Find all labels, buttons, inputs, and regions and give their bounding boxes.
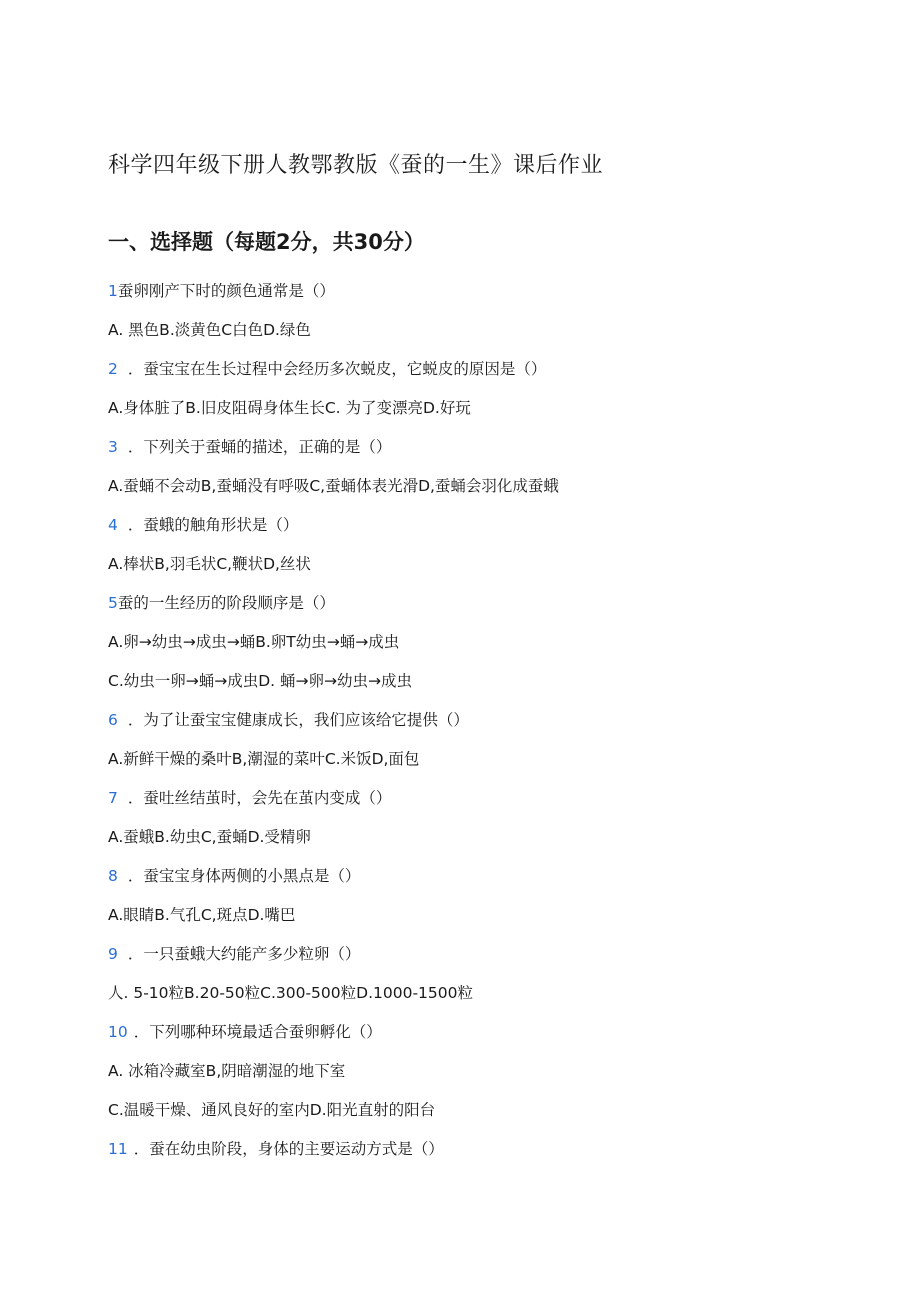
question-line (108, 1138, 444, 1160)
options-text: A.眼睛B.气孔C,斑点D.嘴巴 (108, 906, 296, 924)
question-line (108, 358, 546, 380)
answer-options (108, 826, 311, 848)
question-text: 蚕的一生经历的阶段顺序是（） (117, 594, 335, 612)
answer-options (108, 553, 311, 575)
section-title: 一、选择题（每题2分，共30分） (108, 230, 425, 254)
question-number: 5 (108, 594, 118, 612)
options-text: 人. 5-10粒B.20-50粒C.300-500粒D.1000-1500粒 (108, 984, 473, 1002)
question-line (108, 280, 335, 302)
question-text: ．蚕蛾的触角形状是（） (127, 516, 299, 534)
answer-options (108, 397, 471, 419)
question-text: ．蚕吐丝结茧时，会先在茧内变成（） (127, 789, 392, 807)
options-text: A.棒状B,羽毛状C,鞭状D,丝状 (108, 555, 311, 573)
question-line (108, 1021, 382, 1043)
question-number: 1 (108, 282, 118, 300)
question-line (108, 514, 298, 536)
answer-options (108, 1060, 345, 1082)
question-number: 8 (108, 867, 118, 885)
question-line (108, 865, 360, 887)
answer-options (108, 1099, 435, 1121)
answer-options (108, 904, 295, 926)
answer-options (108, 982, 473, 1004)
question-text: ．为了让蚕宝宝健康成长，我们应该给它提供（） (127, 711, 469, 729)
options-text: A. 黑色B.淡黄色C白色D.绿色 (108, 321, 311, 339)
answer-options (108, 319, 311, 341)
question-text: 蚕卵刚产下时的颜色通常是（） (117, 282, 335, 300)
question-text: ．一只蚕蛾大约能产多少粒卵（） (127, 945, 361, 963)
question-number: 7 (108, 789, 118, 807)
question-number: 3 (108, 438, 118, 456)
document-title: 科学四年级下册人教鄂教版《蚕的一生》课后作业 (108, 153, 604, 178)
question-text: ．蚕宝宝身体两侧的小黑点是（） (127, 867, 361, 885)
question-number: 9 (108, 945, 118, 963)
options-text: A. 冰箱冷藏室B,阴暗潮湿的地下室 (108, 1062, 346, 1080)
question-number: 2 (108, 360, 118, 378)
options-text: C.温暖干燥、通风良好的室内D.阳光直射的阳台 (108, 1101, 436, 1119)
question-number: 4 (108, 516, 118, 534)
question-number: 10 (108, 1023, 128, 1041)
question-text: ．下列关于蚕蛹的描述，正确的是（） (127, 438, 392, 456)
question-number: 11 (108, 1140, 128, 1158)
question-line (108, 592, 335, 614)
options-text: C.幼虫一卵→蛹→成虫D. 蛹→卵→幼虫→成虫 (108, 672, 412, 690)
question-line (108, 436, 391, 458)
question-text: ．蚕宝宝在生长过程中会经历多次蜕皮，它蜕皮的原因是（） (127, 360, 547, 378)
question-text: ．蚕在幼虫阶段，身体的主要运动方式是（） (133, 1140, 444, 1158)
answer-options (108, 748, 419, 770)
question-text: ．下列哪种环境最适合蚕卵孵化（） (133, 1023, 382, 1041)
answer-options (108, 631, 399, 653)
answer-options (108, 475, 559, 497)
options-text: A.蚕蛾B.幼虫C,蚕蛹D.受精卵 (108, 828, 311, 846)
question-line (108, 787, 391, 809)
options-text: A.卵→幼虫→成虫→蛹B.卵T幼虫→蛹→成虫 (108, 633, 400, 651)
question-line (108, 709, 469, 731)
question-line (108, 943, 360, 965)
answer-options (108, 670, 412, 692)
options-text: A.蚕蛹不会动B,蚕蛹没有呼吸C,蚕蛹体表光滑D,蚕蛹会羽化成蚕蛾 (108, 477, 559, 495)
question-number: 6 (108, 711, 118, 729)
options-text: A.身体脏了B.旧皮阻碍身体生长C. 为了变漂亮D.好玩 (108, 399, 471, 417)
options-text: A.新鲜干燥的桑叶B,潮湿的菜叶C.米饭D,面包 (108, 750, 420, 768)
